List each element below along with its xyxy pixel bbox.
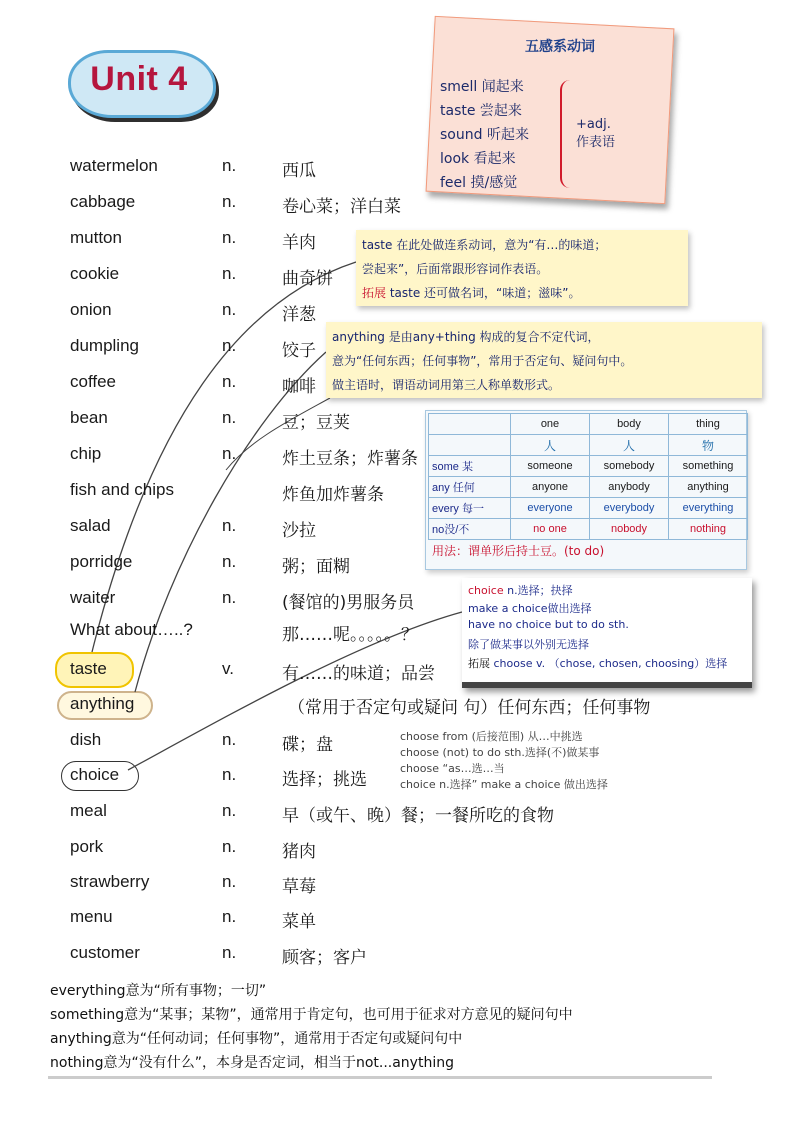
table-row [429, 456, 748, 477]
table-cell: nobody [590, 519, 669, 540]
vocab-word: porridge [70, 552, 133, 571]
vocab-pos: n. [222, 408, 237, 427]
vocab-pos: n. [222, 336, 237, 355]
vocab-word: onion [70, 300, 112, 319]
vocab-meaning: 选择；挑选 [282, 770, 367, 790]
table-cell: someone [511, 456, 590, 477]
vocab-word: taste [70, 659, 107, 678]
vocab-meaning: 那……呢。。。。。？ [282, 625, 418, 645]
note-anything-line: 做主语时，谓语动词用第三人称单数形式。 [332, 378, 561, 392]
table-usage-note: 用法：谓单形后持士豆。(to do) [432, 544, 605, 558]
note-taste-extend-label: 拓展 [362, 286, 387, 300]
table-cell: something [669, 456, 748, 477]
table-cell: no没/不 [429, 519, 511, 540]
page-title: Unit 4 [90, 60, 188, 98]
note-taste-line [362, 284, 580, 301]
vocab-word: waiter [70, 588, 116, 607]
bottom-divider [48, 1076, 712, 1079]
vocab-meaning: 豆；豆荚 [282, 413, 350, 433]
table-cell: everything [669, 498, 748, 519]
sticky-row-zh: 听起来 [486, 127, 529, 143]
note-choice-extend-label: 拓展 [468, 657, 490, 670]
table-cell: anybody [590, 477, 669, 498]
sticky-row-en: feel [440, 175, 467, 191]
vocab-word: anything [70, 694, 135, 713]
note-anything-line: 意为“任何东西；任何事物”，常用于否定句、疑问句中。 [332, 354, 633, 368]
note-taste-line: taste 在此处做连系动词，意为“有…的味道； [362, 238, 607, 252]
vocab-word: bean [70, 408, 108, 427]
vocab-word: salad [70, 516, 111, 535]
vocab-meaning: 碟；盘 [282, 735, 333, 755]
vocab-word: cabbage [70, 192, 136, 211]
vocab-pos: v. [222, 659, 234, 678]
vocab-word: chip [70, 444, 102, 463]
vocab-pos: n. [222, 192, 237, 211]
vocab-meaning: 西瓜 [282, 161, 316, 181]
table-cell: everyone [511, 498, 590, 519]
vocab-meaning: （常用于否定句或疑问 句）任何东西；任何事物 [288, 698, 651, 718]
vocab-word: What about…..? [70, 620, 193, 639]
vocab-pos: n. [222, 801, 237, 820]
table-header-row [429, 435, 748, 456]
vocab-pos: n. [222, 156, 237, 175]
note-choice-word: choice [468, 584, 504, 597]
vocab-word: coffee [70, 372, 117, 391]
table-cell: body [590, 414, 669, 435]
bottom-note-line: anything意为“任何动词；任何事物”，通常用于否定句或疑问句中 [50, 1031, 463, 1047]
vocab-pos: n. [222, 730, 237, 749]
table-cell: 物 [669, 435, 748, 456]
vocab-meaning: 菜单 [282, 912, 316, 932]
table-cell: everybody [590, 498, 669, 519]
sticky-row-en: look [440, 151, 470, 167]
table-row [429, 498, 748, 519]
table-cell: thing [669, 414, 748, 435]
note-choice-line [468, 582, 573, 598]
table-header-row [429, 414, 748, 435]
table-cell: every 每一 [429, 498, 511, 519]
vocab-word: watermelon [70, 156, 158, 175]
bottom-note-line: nothing意为“没有什么”，本身是否定词，相当于not...anything [50, 1055, 454, 1071]
bottom-note-line: everything意为“所有事物；一切” [50, 983, 267, 999]
vocab-meaning: 粥；面糊 [282, 557, 350, 577]
vocab-meaning: 羊肉 [282, 233, 316, 253]
vocab-pos: n. [222, 300, 237, 319]
vocab-meaning: 曲奇饼 [282, 269, 333, 289]
vocab-pos: n. [222, 943, 237, 962]
table-cell: no one [511, 519, 590, 540]
sticky-row-zh: 闻起来 [481, 79, 524, 95]
table-cell: any 任何 [429, 477, 511, 498]
brace-note-line: 作表语 [576, 135, 616, 150]
note-choice-def: n.选择；抉择 [503, 584, 573, 597]
table-cell [429, 414, 511, 435]
sticky-row-zh: 看起来 [473, 151, 516, 167]
table-row [429, 519, 748, 540]
note-choose-line: choice n.选择” make a choice 做出选择 [400, 778, 608, 791]
table-cell: some 某 [429, 456, 511, 477]
note-choose-line: choose (not) to do sth.选择(不)做某事 [400, 746, 600, 759]
note-choose-line: choose from (后接范围) 从…中挑选 [400, 730, 583, 743]
vocab-meaning: 卷心菜；洋白菜 [282, 197, 401, 217]
bottom-note-line: something意为“某事；某物”，通常用于肯定句，也可用于征求对方意见的疑问句中 [50, 1007, 573, 1023]
vocab-pos: n. [222, 552, 237, 571]
table-cell: somebody [590, 456, 669, 477]
vocab-meaning: 炸鱼加炸薯条 [282, 485, 384, 505]
note-choice-line [468, 655, 727, 671]
vocab-word: meal [70, 801, 107, 820]
sticky-row-zh: 尝起来 [479, 103, 522, 119]
vocab-meaning: 沙拉 [282, 521, 316, 541]
vocab-meaning: 饺子 [282, 341, 316, 361]
vocab-word: menu [70, 907, 113, 926]
brace-note-line: +adj. [576, 117, 611, 132]
vocab-pos: n. [222, 765, 237, 784]
vocab-pos: n. [222, 264, 237, 283]
sticky-row-en: smell [440, 79, 478, 95]
vocab-pos: n. [222, 444, 237, 463]
vocab-pos: n. [222, 837, 237, 856]
vocab-word: customer [70, 943, 140, 962]
table-cell: anything [669, 477, 748, 498]
vocab-meaning: 洋葱 [282, 305, 316, 325]
table-cell: 人 [590, 435, 669, 456]
vocab-meaning: 顾客；客户 [282, 948, 367, 968]
table-cell: 人 [511, 435, 590, 456]
note-taste-extend-text: taste 还可做名词，“味道；滋味”。 [386, 286, 581, 300]
vocab-meaning: 早（或午、晚）餐；一餐所吃的食物 [282, 806, 554, 826]
note-taste-line: 尝起来”，后面常跟形容词作表语。 [362, 262, 549, 276]
table-cell [429, 435, 511, 456]
vocab-word: fish and chips [70, 480, 174, 499]
note-choice-line: 除了做某事以外别无选择 [468, 638, 589, 651]
pronoun-table [428, 413, 748, 540]
sticky-row-zh: 摸/感觉 [470, 175, 518, 191]
vocab-word: strawberry [70, 872, 150, 891]
table-row [429, 477, 748, 498]
vocab-word: dumpling [70, 336, 139, 355]
note-choice-line: have no choice but to do sth. [468, 618, 629, 631]
sticky-note-title: 五感系动词 [525, 39, 595, 55]
vocab-word: choice [70, 765, 120, 784]
vocab-pos: n. [222, 516, 237, 535]
sticky-row-en: sound [440, 127, 483, 143]
vocab-pos: n. [222, 907, 237, 926]
sticky-row-en: taste [440, 103, 476, 119]
vocab-meaning: 猪肉 [282, 842, 316, 862]
vocab-pos: n. [222, 372, 237, 391]
vocab-word: pork [70, 837, 104, 856]
vocab-meaning: (餐馆的)男服务员 [282, 593, 415, 613]
table-cell: anyone [511, 477, 590, 498]
vocab-word: cookie [70, 264, 120, 283]
vocab-pos: n. [222, 872, 237, 891]
vocab-meaning: 咖啡 [282, 377, 316, 397]
vocab-meaning: 炸土豆条；炸薯条 [282, 449, 418, 469]
note-choose-line: choose “as…选…当 [400, 762, 505, 775]
vocab-word: mutton [70, 228, 122, 247]
note-choice-line: make a choice做出选择 [468, 602, 592, 615]
vocab-meaning: 草莓 [282, 877, 316, 897]
table-cell: one [511, 414, 590, 435]
vocab-pos: n. [222, 228, 237, 247]
note-choice-extend-text: choose v. （chose, chosen, choosing）选择 [490, 657, 728, 670]
note-anything-line: anything 是由any+thing 构成的复合不定代词， [332, 330, 600, 344]
vocab-word: dish [70, 730, 102, 749]
vocab-meaning: 有……的味道；品尝 [282, 664, 435, 684]
table-cell: nothing [669, 519, 748, 540]
vocab-pos: n. [222, 588, 237, 607]
